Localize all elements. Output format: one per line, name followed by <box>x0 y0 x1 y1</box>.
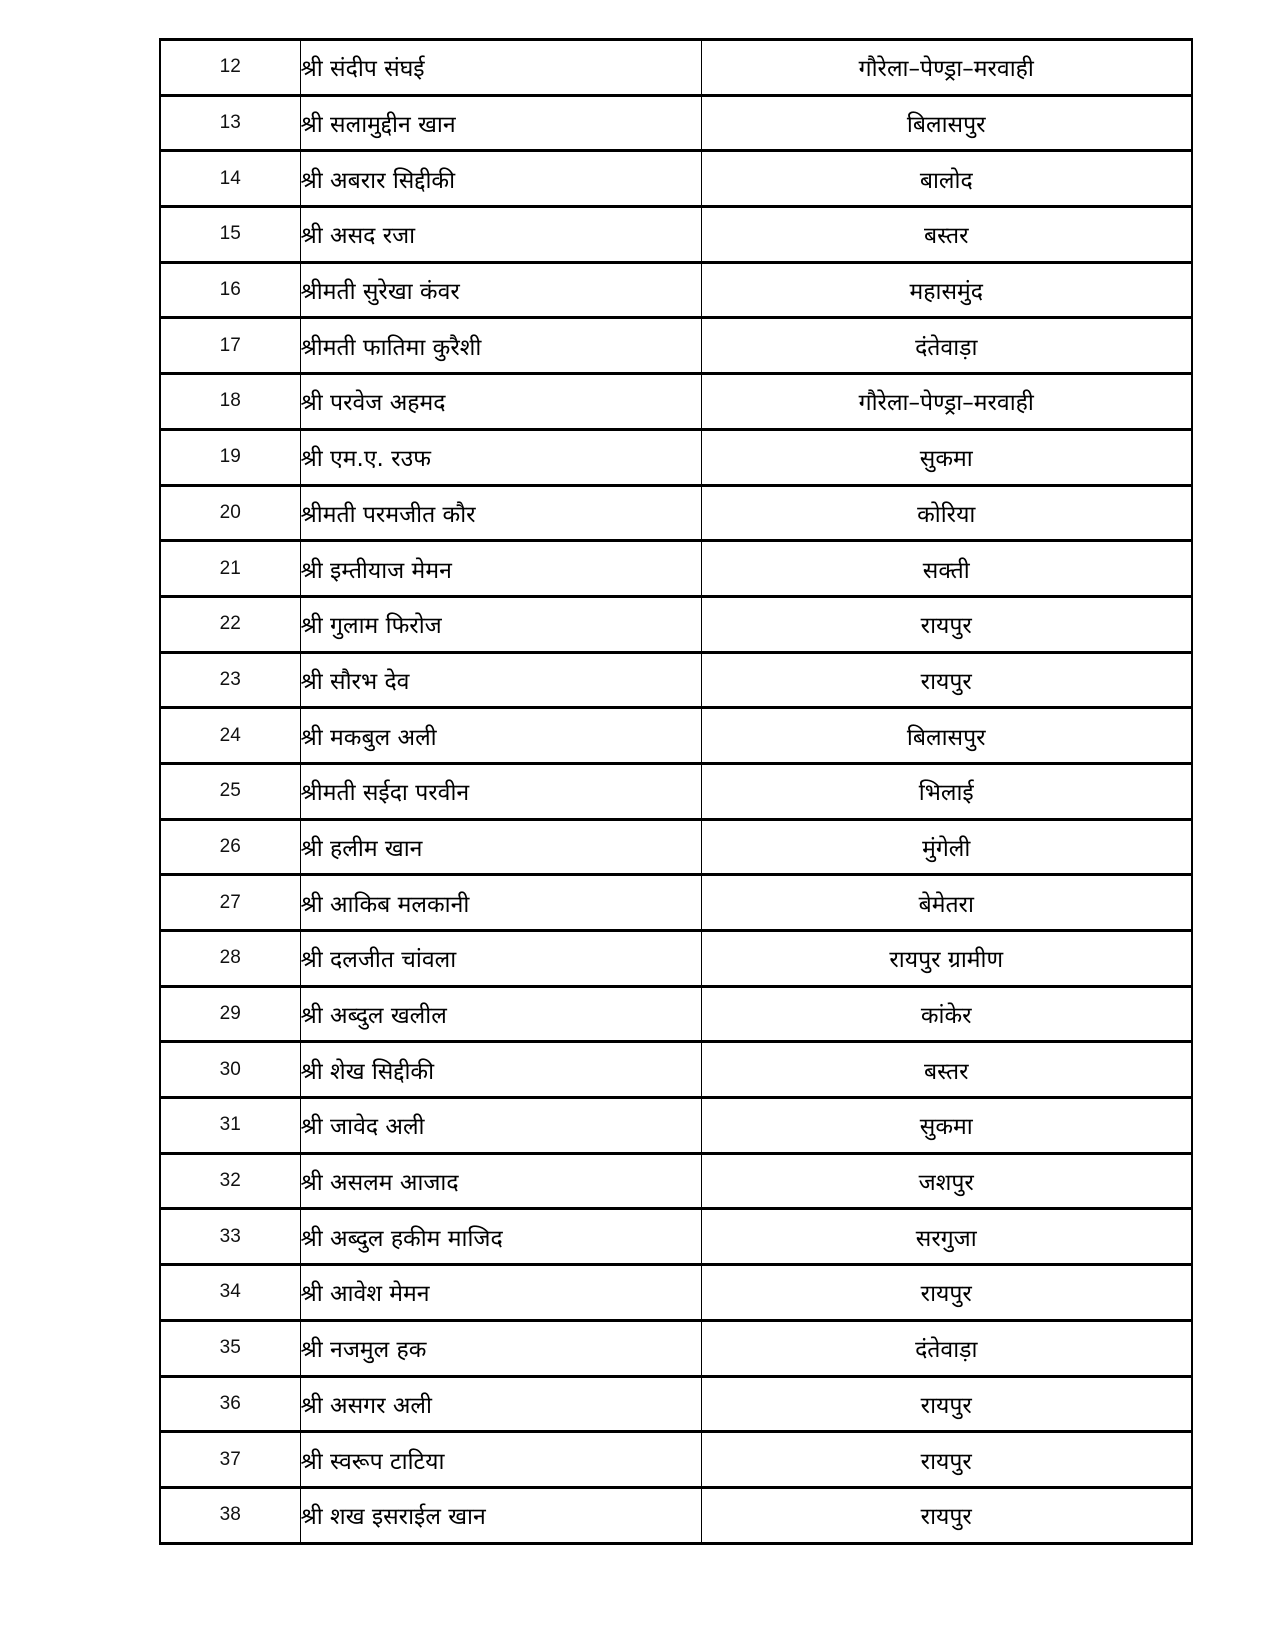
serial-number-cell: 32 <box>160 1153 300 1209</box>
name-cell: श्री गुलाम फिरोज <box>300 596 701 652</box>
serial-number-cell: 14 <box>160 151 300 207</box>
serial-number-cell: 29 <box>160 986 300 1042</box>
serial-number-cell: 30 <box>160 1042 300 1098</box>
district-cell: सुकमा <box>701 1098 1192 1154</box>
district-cell: भिलाई <box>701 763 1192 819</box>
serial-number-cell: 16 <box>160 262 300 318</box>
serial-number-cell: 19 <box>160 429 300 485</box>
name-cell: श्री असलम आजाद <box>300 1153 701 1209</box>
table-row <box>160 40 1192 96</box>
serial-number-cell: 25 <box>160 763 300 819</box>
table-row <box>160 1487 1192 1543</box>
district-cell: रायपुर <box>701 1265 1192 1321</box>
district-cell: कांकेर <box>701 986 1192 1042</box>
name-cell: श्री दलजीत चांवला <box>300 931 701 987</box>
serial-number-cell: 12 <box>160 40 300 96</box>
serial-number-cell: 20 <box>160 485 300 541</box>
district-cell: सुकमा <box>701 429 1192 485</box>
table-row <box>160 986 1192 1042</box>
name-cell: श्री जावेद अली <box>300 1098 701 1154</box>
table-row <box>160 763 1192 819</box>
serial-number-cell: 18 <box>160 374 300 430</box>
name-cell: श्री सलामुद्दीन खान <box>300 95 701 151</box>
district-cell: बेमेतरा <box>701 875 1192 931</box>
table-row <box>160 1153 1192 1209</box>
table-row <box>160 1376 1192 1432</box>
name-cell: श्री नजमुल हक <box>300 1320 701 1376</box>
name-cell: श्री हलीम खान <box>300 819 701 875</box>
district-cell: सरगुजा <box>701 1209 1192 1265</box>
name-cell: श्रीमती सईदा परवीन <box>300 763 701 819</box>
table-row <box>160 652 1192 708</box>
serial-number-cell: 15 <box>160 207 300 263</box>
district-cell: बिलासपुर <box>701 708 1192 764</box>
table-row <box>160 1432 1192 1488</box>
serial-number-cell: 26 <box>160 819 300 875</box>
name-cell: श्री परवेज अहमद <box>300 374 701 430</box>
name-cell: श्री शेख सिद्दीकी <box>300 1042 701 1098</box>
table-row <box>160 708 1192 764</box>
serial-number-cell: 22 <box>160 596 300 652</box>
serial-number-cell: 24 <box>160 708 300 764</box>
table-row <box>160 875 1192 931</box>
table-row <box>160 151 1192 207</box>
table-row <box>160 1042 1192 1098</box>
district-cell: बालोद <box>701 151 1192 207</box>
district-cell: कोरिया <box>701 485 1192 541</box>
serial-number-cell: 36 <box>160 1376 300 1432</box>
name-cell: श्री असगर अली <box>300 1376 701 1432</box>
district-cell: महासमुंद <box>701 262 1192 318</box>
name-cell: श्री सौरभ देव <box>300 652 701 708</box>
table-row <box>160 596 1192 652</box>
table-row <box>160 429 1192 485</box>
name-cell: श्री मकबुल अली <box>300 708 701 764</box>
name-cell: श्री असद रजा <box>300 207 701 263</box>
serial-number-cell: 34 <box>160 1265 300 1321</box>
serial-number-cell: 23 <box>160 652 300 708</box>
district-cell: दंतेवाड़ा <box>701 1320 1192 1376</box>
district-cell: रायपुर <box>701 1432 1192 1488</box>
table-row <box>160 1209 1192 1265</box>
serial-number-cell: 37 <box>160 1432 300 1488</box>
serial-number-cell: 13 <box>160 95 300 151</box>
table-row <box>160 485 1192 541</box>
serial-number-cell: 38 <box>160 1487 300 1543</box>
district-cell: रायपुर <box>701 1376 1192 1432</box>
serial-number-cell: 31 <box>160 1098 300 1154</box>
name-cell: श्रीमती परमजीत कौर <box>300 485 701 541</box>
district-cell: गौरेला–पेण्ड्रा–मरवाही <box>701 40 1192 96</box>
serial-number-cell: 35 <box>160 1320 300 1376</box>
serial-number-cell: 28 <box>160 931 300 987</box>
district-cell: गौरेला–पेण्ड्रा–मरवाही <box>701 374 1192 430</box>
table-row <box>160 374 1192 430</box>
district-cell: मुंगेली <box>701 819 1192 875</box>
name-cell: श्रीमती सुरेखा कंवर <box>300 262 701 318</box>
serial-number-cell: 17 <box>160 318 300 374</box>
table-row <box>160 931 1192 987</box>
name-cell: श्री अब्दुल खलील <box>300 986 701 1042</box>
table-row <box>160 262 1192 318</box>
district-cell: बस्तर <box>701 1042 1192 1098</box>
district-cell: सक्ती <box>701 541 1192 597</box>
name-cell: श्री स्वरूप टाटिया <box>300 1432 701 1488</box>
name-cell: श्री संदीप संघई <box>300 40 701 96</box>
district-cell: जशपुर <box>701 1153 1192 1209</box>
name-cell: श्रीमती फातिमा कुरैशी <box>300 318 701 374</box>
table-row <box>160 1320 1192 1376</box>
district-cell: रायपुर <box>701 1487 1192 1543</box>
name-cell: श्री शख इसराईल खान <box>300 1487 701 1543</box>
table-row <box>160 1265 1192 1321</box>
district-cell: रायपुर <box>701 596 1192 652</box>
table-row <box>160 318 1192 374</box>
district-cell: रायपुर ग्रामीण <box>701 931 1192 987</box>
district-cell: बस्तर <box>701 207 1192 263</box>
table-row <box>160 819 1192 875</box>
table-row <box>160 207 1192 263</box>
table-row <box>160 541 1192 597</box>
district-cell: दंतेवाड़ा <box>701 318 1192 374</box>
members-list-body <box>160 40 1192 1544</box>
name-cell: श्री अब्दुल हकीम माजिद <box>300 1209 701 1265</box>
name-cell: श्री इम्तीयाज मेमन <box>300 541 701 597</box>
name-cell: श्री आकिब मलकानी <box>300 875 701 931</box>
name-cell: श्री एम.ए. रउफ <box>300 429 701 485</box>
table-row <box>160 1098 1192 1154</box>
name-cell: श्री आवेश मेमन <box>300 1265 701 1321</box>
district-cell: बिलासपुर <box>701 95 1192 151</box>
members-list-table <box>159 38 1193 1545</box>
serial-number-cell: 27 <box>160 875 300 931</box>
serial-number-cell: 21 <box>160 541 300 597</box>
district-cell: रायपुर <box>701 652 1192 708</box>
serial-number-cell: 33 <box>160 1209 300 1265</box>
name-cell: श्री अबरार सिद्दीकी <box>300 151 701 207</box>
table-row <box>160 95 1192 151</box>
